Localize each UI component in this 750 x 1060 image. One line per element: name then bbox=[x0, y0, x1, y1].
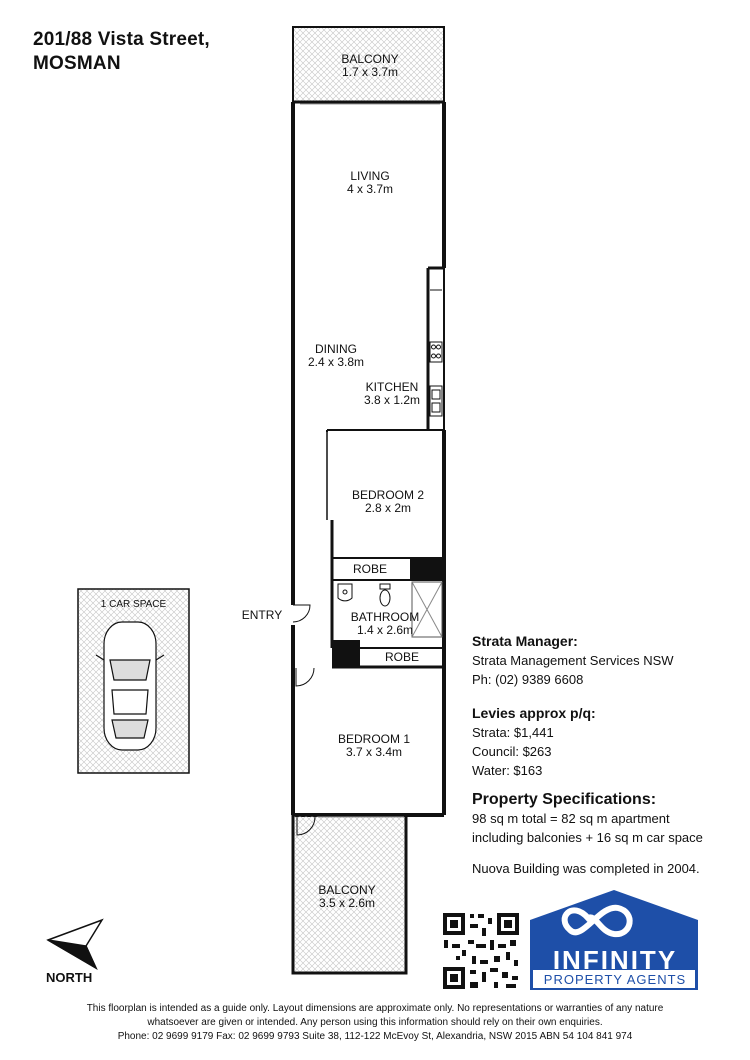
bedroom1-dims: 3.7 x 3.4m bbox=[345, 745, 403, 759]
dining-dims: 2.4 x 3.8m bbox=[307, 355, 365, 369]
balcony-top-dims: 1.7 x 3.7m bbox=[341, 65, 399, 79]
specs-section bbox=[472, 790, 703, 878]
north-label: NORTH bbox=[46, 970, 93, 985]
levies-water: Water: $163 bbox=[472, 763, 543, 778]
strata-heading: Strata Manager: bbox=[472, 633, 578, 649]
specs-line2: including balconies + 16 sq m car space bbox=[472, 830, 703, 845]
specs-heading: Property Specifications: bbox=[472, 791, 657, 808]
specs-line3: Nuova Building was completed in 2004. bbox=[472, 861, 700, 876]
entry-label: ENTRY bbox=[241, 608, 283, 622]
north-arrow-icon bbox=[48, 920, 102, 968]
apartment-walls bbox=[293, 102, 444, 815]
levies-heading: Levies approx p/q: bbox=[472, 705, 596, 721]
robe2-label: ROBE bbox=[384, 650, 419, 664]
balcony-bottom-dims: 3.5 x 2.6m bbox=[318, 896, 376, 910]
kitchen-appliances bbox=[430, 290, 442, 416]
balcony-top-label bbox=[320, 53, 420, 79]
footer-line1: This floorplan is intended as a guide only. Layout dimensions are approximate only. No representations or warranties of any nature bbox=[86, 1003, 664, 1014]
bathroom-dims: 1.4 x 2.6m bbox=[356, 623, 414, 637]
strata-company: Strata Management Services NSW bbox=[472, 653, 674, 668]
robe1-label: ROBE bbox=[352, 562, 387, 576]
living-label bbox=[320, 170, 420, 196]
car-space-label: 1 CAR SPACE bbox=[100, 599, 167, 610]
logo-name: INFINITY bbox=[552, 945, 678, 975]
levies-section bbox=[472, 704, 596, 780]
bathroom-name: BATHROOM bbox=[350, 610, 420, 624]
dining-label bbox=[296, 343, 376, 369]
address-line1: 201/88 Vista Street, bbox=[33, 29, 210, 50]
bedroom2-name: BEDROOM 2 bbox=[351, 488, 424, 502]
address-line2: MOSMAN bbox=[33, 53, 121, 74]
footer-line2: whatsoever are given or intended. Any person using this information should rely on their own enquiries. bbox=[147, 1017, 603, 1028]
qr-code bbox=[442, 912, 520, 990]
bathroom-label bbox=[340, 611, 430, 637]
bedroom2-dims: 2.8 x 2m bbox=[364, 501, 412, 515]
kitchen-dims: 3.8 x 1.2m bbox=[363, 393, 421, 407]
levies-strata: Strata: $1,441 bbox=[472, 725, 554, 740]
specs-line1: 98 sq m total = 82 sq m apartment bbox=[472, 811, 670, 826]
levies-council: Council: $263 bbox=[472, 744, 552, 759]
strata-phone: Ph: (02) 9389 6608 bbox=[472, 672, 584, 687]
kitchen-name: KITCHEN bbox=[365, 380, 419, 394]
logo-tagline: PROPERTY AGENTS bbox=[543, 972, 687, 987]
kitchen-label bbox=[356, 381, 428, 407]
footer-line3: Phone: 02 9699 9179 Fax: 02 9699 9793 Suite 38, 112-122 McEvoy St, Alexandria, NSW 2015 ABN 54 104 841 974 bbox=[117, 1031, 633, 1042]
car-icon bbox=[96, 622, 164, 750]
living-dims: 4 x 3.7m bbox=[346, 182, 394, 196]
strata-section bbox=[472, 632, 674, 689]
balcony-bottom-label bbox=[297, 884, 397, 910]
bedroom1-name: BEDROOM 1 bbox=[337, 732, 410, 746]
balcony-bottom-name: BALCONY bbox=[318, 883, 376, 897]
dining-name: DINING bbox=[315, 342, 357, 356]
bedroom2-label bbox=[338, 489, 438, 515]
bedroom1-label bbox=[324, 733, 424, 759]
balcony-top-name: BALCONY bbox=[341, 52, 399, 66]
living-name: LIVING bbox=[350, 169, 390, 183]
